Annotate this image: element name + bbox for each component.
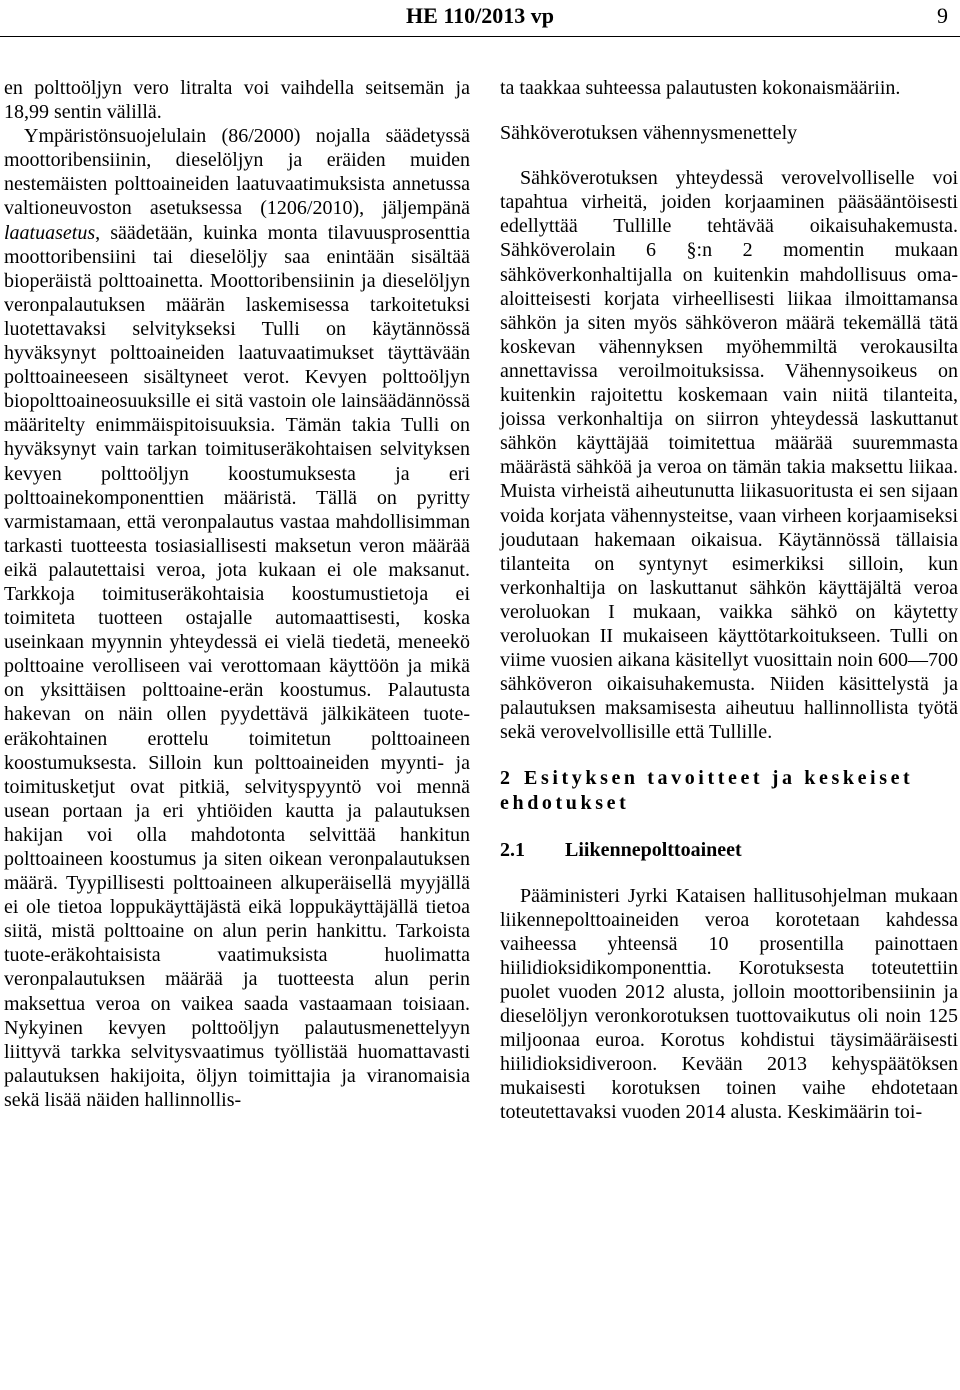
subsection-title: Liikennepolttoaineet <box>565 839 742 862</box>
paragraph-text: , säädetään, kuinka monta tilavuusprosenttia moottoribensiini tai dieselöljy saa enintään sisältää bioperäistä polttoainetta. Moottoribensiinin ja dieselöljyn veronpalautuksen määrän laskemisessa tarkoitetuksi luotettavaksi selvitykseksi Tulli on käytännössä hyväksynyt polttoaineiden laatuvaatimukset täyttävään polttoaineeseen sisältyneet verot. Kevyen polttoöljyn biopolttoaineosuuksille ei sitä vastoin ole lainsäädännössä määritelty enimmäispitoisuuksia. Tämän takia Tulli on hyväksynyt vain tarkan toimituseräkohtaisen selvityksen kevyen polttoöljyn koostumuksesta ja eri polttoainekomponenttien määristä. Tällä on pyritty varmistamaan, että veronpalautus vastaa mahdollisimman tarkasti tuotteesta tosiasiallisesti maksetun veron määrää eikä palautettaisi veroa, jota kukaan ei ole maksanut. Tarkkoja toimituseräkohtaisia koostumustietoja ei toimiteta tuotteen ostajalle automaattisesti, koska useinkaan myynnin yhteydessä ei vielä tiedetä, meneekö polttoaine verolliseen vai verottomaan käyttöön ja mikä on yksittäisen polttoaine-erän koostumus. Palautusta hakevan on näin ollen pyydettävä jälkikäteen tuote-eräkohtainen erottelu toimitetun polttoaineen koostumuksesta. Silloin kun polttoaineiden myynti- ja toimitusketjut ovat pitkiä, selvityspyyntö voi mennä usean portaan ja eri yhtiöiden kautta ja palautuksen hakijan voi olla mahdotonta selvittää hankitun polttoaineen koostumus ja siten oikean veronpalautuksen määrä. Tyypillisesti polttoaineen alkuperäisellä myyjällä ei ole tietoa loppukäyttäjästä eikä loppukäyttäjällä tietoa siitä, mistä polttoaine on alun perin hankittu. Tarkoista tuote-eräkohtaisista vaatimuksista huolimatta veronpalautuksen määrää ja tuotteesta alun perin maksettua veroa on vaikea saada vastaamaan toisiaan. Nykyinen kevyen polttoöljyn palautusmenettelyyn liittyvä tarkka selvitysvaatimus työllistää huomattavasti palautuksen hakijoita, öljyn toimittajia ja viranomaisia sekä lisää näiden hallinnollis- <box>4 221 470 1111</box>
defined-term: laatuasetus <box>4 221 96 244</box>
section-heading <box>500 766 958 816</box>
paragraph-continuation: en polttoöljyn vero litralta voi vaihdella seitsemän ja 18,99 sentin välillä. <box>4 77 470 124</box>
subsection-number: 2.1 <box>500 839 525 862</box>
section-number: 2 <box>500 767 510 790</box>
paragraph-electricity-tax: Sähköverotuksen yhteydessä verovelvolliselle voi tapahtua virheitä, joiden korjaaminen pääsääntöisesti edellyttää Tullille tehtävää oikaisuhakemusta. Sähköverolain 6 §:n 2 momentin mukaan sähköverkonhaltijalla on kuitenkin mahdollisuus oma-aloitteisesti korjata virheellisesti liikaa ilmoittamansa sähkön ja siten myös sähköveron määrä tekemällä tätä koskevan vähennyksen myöhemmiltä verokausilta annettavissa veroilmoituksissa. Vähennysoikeus on kuitenkin rajoitettu koskemaan vain niitä tilanteita, joissa verkonhaltija on siirron yhteydessä laskuttanut sähkön käyttäjää toimitettua määrää suuremmasta määrästä sähköä ja veroa on tämän takia maksettu liikaa. Muista virheistä aiheutunutta liikasuoritusta ei sen sijaan voida korjata vähennysteitse, vaan virheen korjaamiseksi joudutaan hakemaan oikaisua. Käytännössä tällaisia tilanteita on syntynyt esimerkiksi silloin, kun verkonhaltija on laskuttanut sähkön käyttäjältä veroa veroluokan I mukaan, vaikka sähkö on käytetty veroluokan II mukaiseen käyttötarkoitukseen. Tulli on viime vuosien aikana käsitellyt vuosittain noin 600—700 sähköveron oikaisuhakemusta. Niiden käsittelystä ja palautuksen maksamisesta aiheutuu hallinnollista työtä sekä verovelvollisille että Tullille. <box>500 167 958 744</box>
paragraph-text: Ympäristönsuojelulain (86/2000) nojalla säädetyssä moottoribensiinin, dieselöljyn ja eräiden muiden nestemäisten polttoaineiden laatuvaatimuksista annetussa valtioneuvoston asetuksessa (1206/2010), jäljempänä <box>4 125 470 220</box>
paragraph-quality-regulation <box>4 124 470 1112</box>
subsection-heading <box>500 838 958 862</box>
right-column <box>500 76 958 1124</box>
header-rule <box>0 36 960 37</box>
page-number: 9 <box>937 3 948 28</box>
left-column <box>4 76 470 1112</box>
subheading-electricity-tax: Sähköverotuksen vähennysmenettely <box>500 122 798 145</box>
section-title: Esityksen tavoitteet ja keskeiset ehdotukset <box>500 767 914 815</box>
document-id: HE 110/2013 vp <box>406 3 554 28</box>
paragraph-traffic-fuels: Pääministeri Jyrki Kataisen hallitusohjelman mukaan liikennepolttoaineiden veroa korotetaan kahdessa vaiheessa yhteensä 10 prosentilla painottaen hiilidioksidikomponenttia. Korotuksesta toteutettiin puolet vuoden 2012 alusta, jolloin moottoribensiinin ja dieselöljyn veronkorotuksen tuottovaikutus oli noin 125 miljoonaa euroa. Korotus kohdistui täysimääräisesti hiilidioksidiveroon. Kevään 2013 kehyspäätöksen mukaisesti korotuksen toinen vaihe ehdotetaan toteutettavaksi vuoden 2014 alusta. Keskimäärin toi- <box>500 884 958 1124</box>
page-header <box>0 0 960 34</box>
paragraph-continuation: ta taakkaa suhteessa palautusten kokonaismääriin. <box>500 77 901 99</box>
